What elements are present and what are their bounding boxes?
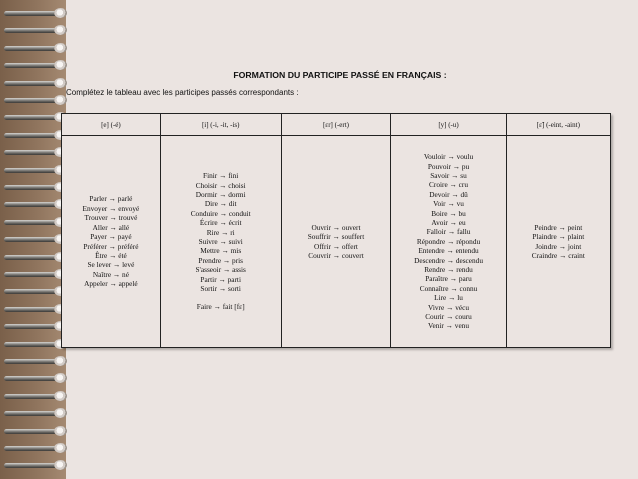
- binding-ring: [4, 130, 68, 140]
- arrow-icon: →: [219, 189, 227, 199]
- verb-participle-pair: [162, 284, 280, 293]
- verb-participle-pair: [508, 232, 609, 241]
- binding-ring: [4, 147, 68, 157]
- binding-ring: [4, 373, 68, 383]
- past-participle: connu: [459, 283, 478, 293]
- binding-ring: [4, 78, 68, 88]
- arrow-icon: →: [219, 208, 227, 218]
- arrow-icon: →: [218, 284, 227, 294]
- arrow-icon: →: [447, 227, 456, 237]
- arrow-icon: →: [449, 217, 457, 227]
- infinitive-verb: Appeler: [84, 279, 108, 289]
- binding-ring: [4, 426, 68, 436]
- past-participle: assis: [232, 265, 246, 275]
- past-participle: levé: [122, 260, 135, 270]
- verb-participle-pair: [162, 265, 280, 274]
- verb-participle-pair: [63, 213, 159, 222]
- arrow-icon: →: [213, 302, 221, 312]
- infinitive-verb: Mettre: [200, 246, 220, 256]
- arrow-icon: →: [112, 269, 121, 279]
- verb-participle-pair: [283, 232, 390, 241]
- past-participle: cru: [458, 180, 468, 190]
- arrow-icon: →: [332, 222, 341, 232]
- infinitive-verb: Craindre: [531, 250, 558, 260]
- arrow-icon: →: [219, 199, 227, 209]
- past-participle: choisi: [228, 180, 246, 190]
- past-participle: couvert: [341, 250, 364, 260]
- arrow-icon: →: [219, 171, 227, 181]
- infinitive-verb: Parler: [89, 194, 107, 204]
- binding-ring: [4, 199, 68, 209]
- infinitive-verb: Rire: [206, 227, 220, 237]
- past-participle: écrit: [228, 218, 242, 228]
- infinitive-verb: Courir: [425, 312, 445, 322]
- past-participle: fallu: [457, 227, 471, 237]
- infinitive-verb: Voir: [433, 199, 446, 209]
- arrow-icon: →: [446, 302, 454, 312]
- past-participle: pris: [232, 255, 243, 265]
- verb-participle-pair: [63, 251, 159, 260]
- verb-participle-pair: [392, 293, 504, 302]
- past-participle: rendu: [456, 265, 473, 275]
- column-header: [e] (-é): [62, 114, 161, 136]
- arrow-icon: →: [219, 218, 227, 228]
- arrow-icon: →: [221, 227, 229, 237]
- infinitive-verb: S'asseoir: [195, 265, 222, 275]
- binding-ring: [4, 43, 68, 53]
- verb-participle-pair: [392, 162, 504, 171]
- verb-participle-pair: [63, 279, 159, 288]
- table-header-row: [62, 114, 611, 136]
- infinitive-verb: Entendre: [418, 246, 445, 256]
- past-participle: dit: [228, 199, 237, 209]
- verb-participle-pair: [392, 303, 504, 312]
- column-header: [ɛ̃] (-eint, -aint): [506, 114, 610, 136]
- arrow-icon: →: [449, 208, 457, 218]
- arrow-icon: →: [449, 274, 458, 284]
- past-participle: paru: [458, 274, 472, 284]
- infinitive-verb: Être: [95, 250, 108, 260]
- infinitive-verb: Écrire: [199, 218, 218, 228]
- verb-participle-pair: [392, 190, 504, 199]
- column-cell-u: [391, 136, 506, 348]
- verb-participle-pair: [392, 199, 504, 208]
- infinitive-verb: Rendre: [424, 265, 446, 275]
- arrow-icon: →: [109, 250, 117, 260]
- past-participle: souffert: [341, 232, 365, 242]
- arrow-icon: →: [446, 312, 454, 322]
- past-participle: pu: [461, 161, 470, 171]
- infinitive-verb: Conduire: [190, 208, 218, 218]
- participle-table: [61, 113, 611, 348]
- infinitive-verb: Devoir: [429, 189, 450, 199]
- binding-ring: [4, 25, 68, 35]
- infinitive-verb: Dire: [204, 199, 218, 209]
- infinitive-verb: Prendre: [198, 255, 222, 265]
- page-title: FORMATION DU PARTICIPE PASSÉ EN FRANÇAIS :: [233, 70, 447, 80]
- arrow-icon: →: [219, 180, 227, 190]
- arrow-icon: →: [451, 170, 459, 180]
- past-participle: lu: [457, 293, 463, 303]
- arrow-icon: →: [108, 232, 116, 242]
- infinitive-verb: Ouvrir: [311, 222, 331, 232]
- arrow-icon: →: [449, 180, 457, 190]
- binding-ring: [4, 234, 68, 244]
- binding-ring: [4, 112, 68, 122]
- past-participle: dormi: [228, 189, 246, 199]
- past-participle: payé: [117, 232, 132, 242]
- past-participle: ri: [230, 227, 235, 237]
- verb-participle-pair: [63, 223, 159, 232]
- verb-participle-pair: [508, 223, 609, 232]
- infinitive-verb: Connaître: [419, 283, 449, 293]
- past-participle: fait [fɛ]: [222, 302, 245, 312]
- column-header: [y] (-u): [391, 114, 506, 136]
- arrow-icon: →: [452, 161, 461, 171]
- past-participle: parti: [227, 274, 241, 284]
- verb-participle-pair: [392, 321, 504, 330]
- infinitive-verb: Partir: [200, 274, 217, 284]
- infinitive-verb: Suivre: [198, 237, 218, 246]
- binding-ring: [4, 391, 68, 401]
- verb-participle-pair: [162, 181, 280, 190]
- past-participle: eu: [458, 217, 466, 227]
- verb-participle-pair: [392, 237, 504, 246]
- arrow-icon: →: [450, 283, 458, 293]
- past-participle: allé: [118, 222, 130, 232]
- binding-ring: [4, 460, 68, 470]
- arrow-icon: →: [447, 152, 455, 162]
- past-participle: dû: [460, 189, 468, 199]
- verb-participle-pair: [162, 256, 280, 265]
- infinitive-verb: Savoir: [430, 170, 450, 180]
- past-participle: plaint: [567, 232, 585, 242]
- infinitive-verb: Vivre: [428, 302, 445, 312]
- infinitive-verb: Naître: [92, 269, 112, 279]
- verb-participle-pair: [392, 246, 504, 255]
- infinitive-verb: Envoyer: [82, 203, 108, 213]
- arrow-icon: →: [445, 321, 453, 331]
- arrow-icon: →: [109, 213, 117, 223]
- past-participle: descendu: [455, 255, 483, 265]
- table-body-row: [62, 136, 611, 348]
- binding-ring: [4, 182, 68, 192]
- past-participle: né: [122, 269, 129, 279]
- past-participle: trouvé: [118, 213, 138, 223]
- infinitive-verb: Offrir: [314, 241, 331, 251]
- infinitive-verb: Dormir: [195, 189, 218, 199]
- past-participle: été: [118, 250, 127, 260]
- infinitive-verb: Paraître: [425, 274, 448, 284]
- past-participle: parlé: [117, 194, 133, 204]
- past-participle: ouvert: [341, 222, 361, 232]
- arrow-icon: →: [332, 241, 341, 251]
- verb-participle-pair: [162, 302, 280, 311]
- arrow-icon: →: [558, 241, 567, 251]
- binding-ring: [4, 321, 68, 331]
- arrow-icon: →: [558, 232, 566, 242]
- past-participle: craint: [568, 250, 585, 260]
- arrow-icon: →: [447, 236, 455, 246]
- verb-participle-pair: [392, 256, 504, 265]
- arrow-icon: →: [222, 255, 231, 265]
- verb-participle-pair: [162, 237, 280, 246]
- binding-ring: [4, 443, 68, 453]
- verb-participle-pair: [392, 218, 504, 227]
- past-participle: offert: [341, 241, 358, 251]
- past-participle: bu: [458, 208, 466, 218]
- arrow-icon: →: [447, 199, 455, 209]
- verb-participle-pair: [63, 232, 159, 241]
- arrow-icon: →: [332, 232, 340, 242]
- verb-participle-pair: [283, 223, 390, 232]
- past-participle: voulu: [456, 152, 474, 162]
- past-participle: fini: [228, 171, 239, 181]
- past-participle: couru: [455, 312, 472, 322]
- column-cell-i: [160, 136, 281, 348]
- infinitive-verb: Plaindre: [532, 232, 557, 242]
- infinitive-verb: Choisir: [195, 180, 218, 190]
- verb-participle-pair: [392, 180, 504, 189]
- verb-participle-pair: [162, 246, 280, 255]
- infinitive-verb: Payer: [90, 232, 107, 242]
- verb-participle-pair: [162, 218, 280, 227]
- past-participle: mis: [230, 246, 242, 256]
- binding-ring: [4, 217, 68, 227]
- past-participle: répondu: [456, 236, 481, 246]
- verb-participle-pair: [63, 204, 159, 213]
- verb-participle-pair: [63, 260, 159, 269]
- arrow-icon: →: [109, 279, 117, 289]
- verb-participle-pair: [392, 312, 504, 321]
- binding-ring: [4, 95, 68, 105]
- binding-ring: [4, 339, 68, 349]
- column-cell-eint: [506, 136, 610, 348]
- infinitive-verb: Avoir: [431, 217, 448, 227]
- arrow-icon: →: [446, 246, 454, 256]
- verb-participle-pair: [283, 251, 390, 260]
- column-header: [ɛr] (-ert): [281, 114, 391, 136]
- past-participle: vécu: [455, 302, 469, 312]
- column-cell-e: [62, 136, 161, 348]
- verb-participle-pair: [162, 275, 280, 284]
- verb-participle-pair: [162, 228, 280, 237]
- infinitive-verb: Sortir: [200, 284, 218, 294]
- past-participle: joint: [567, 241, 582, 251]
- verb-participle-pair: [508, 251, 609, 260]
- infinitive-verb: Préférer: [83, 241, 107, 251]
- arrow-icon: →: [558, 222, 566, 232]
- past-participle: suivi: [228, 237, 243, 246]
- verb-participle-pair: [392, 227, 504, 236]
- past-participle: appelé: [118, 279, 138, 289]
- column-header: [i] (-i, -it, -is): [160, 114, 281, 136]
- arrow-icon: →: [559, 250, 567, 260]
- infinitive-verb: Falloir: [426, 227, 447, 237]
- infinitive-verb: Peindre: [534, 222, 557, 232]
- verb-participle-pair: [162, 199, 280, 208]
- arrow-icon: →: [447, 265, 455, 275]
- binding-ring: [4, 165, 68, 175]
- verb-participle-pair: [162, 190, 280, 199]
- infinitive-verb: Couvrir: [308, 250, 331, 260]
- past-participle: entendu: [455, 246, 479, 256]
- verb-participle-pair: [392, 152, 504, 161]
- arrow-icon: →: [218, 274, 226, 284]
- infinitive-verb: Croire: [429, 180, 448, 190]
- binding-ring: [4, 8, 68, 18]
- binding-ring: [4, 60, 68, 70]
- infinitive-verb: Lire: [434, 293, 447, 303]
- arrow-icon: →: [448, 293, 456, 303]
- infinitive-verb: Répondre: [416, 236, 446, 246]
- verb-participle-pair: [162, 171, 280, 180]
- binding-ring: [4, 269, 68, 279]
- notebook-binding: [0, 0, 66, 479]
- verb-participle-pair: [162, 209, 280, 218]
- verb-participle-pair: [63, 194, 159, 203]
- past-participle: vu: [456, 199, 464, 209]
- infinitive-verb: Pouvoir: [427, 161, 451, 171]
- infinitive-verb: Aller: [92, 222, 108, 232]
- past-participle: venu: [454, 321, 469, 331]
- verb-participle-pair: [392, 284, 504, 293]
- infinitive-verb: Finir: [203, 171, 218, 181]
- arrow-icon: →: [113, 260, 121, 270]
- past-participle: sorti: [227, 284, 241, 294]
- verb-participle-pair: [392, 265, 504, 274]
- verb-participle-pair: [63, 270, 159, 279]
- arrow-icon: →: [108, 241, 116, 251]
- binding-ring: [4, 286, 68, 296]
- verb-participle-pair: [392, 171, 504, 180]
- past-participle: envoyé: [118, 203, 140, 213]
- binding-ring: [4, 408, 68, 418]
- past-participle: conduit: [228, 208, 251, 218]
- arrow-icon: →: [446, 255, 454, 265]
- column-cell-ert: [281, 136, 391, 348]
- instruction-text: Complétez le tableau avec les participes passés correspondants :: [66, 88, 299, 97]
- past-participle: peint: [567, 222, 583, 232]
- arrow-icon: →: [108, 194, 116, 204]
- infinitive-verb: Venir: [428, 321, 444, 331]
- arrow-icon: →: [109, 203, 117, 213]
- binding-ring: [4, 304, 68, 314]
- infinitive-verb: Trouver: [84, 213, 108, 223]
- arrow-icon: →: [219, 237, 227, 246]
- verb-participle-pair: [283, 242, 390, 251]
- verb-participle-pair: [508, 242, 609, 251]
- arrow-icon: →: [109, 222, 117, 232]
- arrow-icon: →: [222, 265, 231, 275]
- binding-ring: [4, 356, 68, 366]
- infinitive-verb: Joindre: [535, 241, 557, 251]
- infinitive-verb: Boire: [431, 208, 448, 218]
- past-participle: su: [460, 170, 467, 180]
- verb-participle-pair: [392, 274, 504, 283]
- infinitive-verb: Vouloir: [423, 152, 446, 162]
- arrow-icon: →: [451, 189, 459, 199]
- verb-participle-pair: [63, 242, 159, 251]
- infinitive-verb: Faire: [196, 302, 212, 312]
- infinitive-verb: Se lever: [87, 260, 112, 270]
- arrow-icon: →: [221, 246, 229, 256]
- infinitive-verb: Descendre: [414, 255, 445, 265]
- arrow-icon: →: [332, 250, 341, 260]
- infinitive-verb: Souffrir: [307, 232, 331, 242]
- binding-ring: [4, 252, 68, 262]
- past-participle: préféré: [117, 241, 139, 251]
- verb-participle-pair: [392, 209, 504, 218]
